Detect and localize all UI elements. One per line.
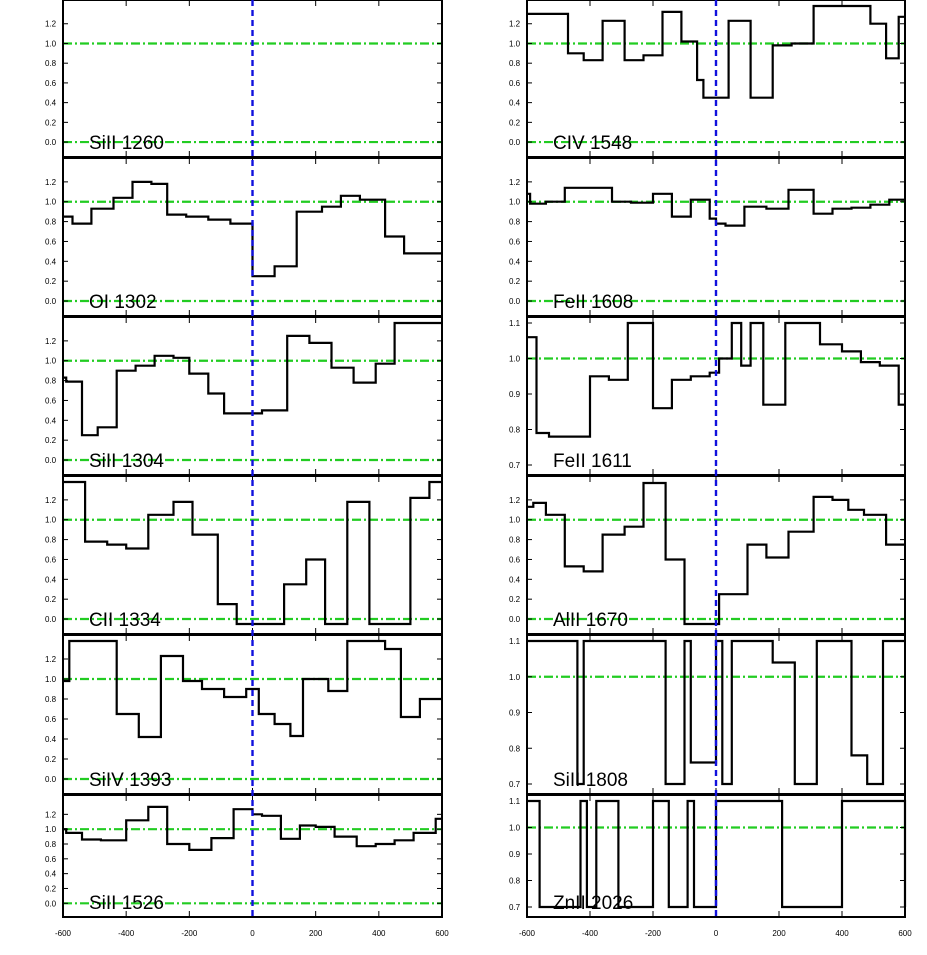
y-tick-label: 1.2 (45, 177, 57, 187)
y-tick-label: 0.9 (509, 390, 521, 399)
y-tick-label: 0.2 (45, 595, 57, 605)
y-tick-label: 1.0 (45, 356, 57, 366)
y-tick-label: 0.0 (45, 138, 57, 148)
y-tick-label: 0.2 (509, 277, 521, 287)
ion-label: AlII 1670 (553, 610, 628, 631)
y-tick-label: 0.6 (509, 237, 521, 247)
y-tick-label: 1.1 (509, 797, 521, 806)
y-tick-label: 1.2 (45, 655, 57, 664)
y-tick-label: 0.9 (509, 708, 521, 718)
right-column (509, 0, 912, 938)
y-tick-label: 0.2 (45, 277, 57, 287)
y-tick-label: 1.1 (509, 637, 521, 646)
y-tick-label: 1.0 (509, 197, 521, 207)
y-tick-label: 0.4 (45, 416, 57, 426)
panel-feii-1611 (509, 317, 905, 475)
y-tick-label: 0.0 (509, 615, 521, 625)
y-tick-label: 0.0 (509, 138, 521, 148)
y-tick-label: 0.8 (509, 425, 521, 435)
y-tick-label: 1.2 (45, 810, 57, 820)
ion-label: ZnII 2026 (553, 893, 634, 914)
y-tick-label: 1.2 (509, 19, 521, 29)
ion-label: SiII 1808 (553, 770, 628, 791)
panel-civ-1548 (509, 0, 905, 157)
x-tick-label: 200 (772, 929, 786, 938)
y-tick-label: 0.2 (45, 884, 57, 894)
y-tick-label: 0.2 (45, 436, 57, 446)
y-tick-label: 1.2 (45, 495, 57, 505)
y-tick-label: 0.8 (509, 744, 521, 754)
x-tick-label: 600 (435, 929, 449, 938)
y-tick-label: 0.2 (45, 118, 57, 128)
ion-label: OI 1302 (89, 292, 157, 313)
y-tick-label: 0.4 (509, 98, 521, 108)
y-tick-label: 1.0 (45, 197, 57, 207)
y-tick-label: 1.0 (509, 823, 521, 833)
panel-oi-1302 (45, 158, 442, 316)
y-tick-label: 0.8 (509, 217, 521, 227)
x-tick-label: 600 (898, 929, 912, 938)
x-tick-label: 200 (308, 929, 323, 938)
y-tick-label: 0.4 (45, 98, 57, 108)
y-tick-label: 0.6 (509, 555, 521, 565)
y-tick-label: 0.8 (45, 376, 57, 386)
y-tick-label: 0.0 (45, 297, 57, 307)
y-tick-label: 0.6 (45, 396, 57, 406)
y-tick-label: 0.2 (509, 118, 521, 128)
y-tick-label: 0.6 (45, 715, 57, 724)
y-tick-label: 0.8 (509, 535, 521, 545)
y-tick-label: 1.1 (509, 319, 521, 328)
y-tick-label: 1.0 (509, 354, 521, 364)
y-tick-label: 0.6 (45, 78, 57, 88)
y-tick-label: 0.8 (509, 876, 521, 886)
y-tick-label: 0.6 (509, 78, 521, 88)
x-tick-label: 400 (835, 929, 849, 938)
x-tick-label: -200 (181, 929, 198, 938)
y-tick-label: 0.0 (45, 775, 57, 784)
panel-siii-1304 (45, 317, 442, 475)
y-tick-label: 0.8 (45, 59, 57, 69)
y-tick-label: 0.0 (45, 615, 57, 625)
y-tick-label: 0.4 (509, 257, 521, 267)
y-tick-label: 1.0 (509, 672, 521, 682)
y-tick-label: 0.0 (45, 456, 57, 466)
y-tick-label: 1.0 (45, 675, 57, 684)
spectrum-trace (63, 323, 442, 435)
x-tick-label: -400 (581, 929, 599, 938)
y-tick-label: 1.2 (45, 19, 57, 29)
x-tick-label: -600 (54, 929, 72, 938)
panel-feii-1608 (509, 158, 905, 316)
ion-label: SiIV 1393 (89, 770, 172, 791)
y-tick-label: 0.8 (45, 535, 57, 545)
y-tick-label: 0.4 (45, 257, 57, 267)
panel-siii-1526 (45, 795, 442, 917)
ion-label: FeII 1608 (553, 292, 634, 313)
panel-siiv-1393 (45, 635, 442, 794)
y-tick-label: 0.6 (45, 854, 57, 864)
x-tick-label: 0 (250, 929, 255, 938)
y-tick-label: 0.6 (45, 237, 57, 247)
y-tick-label: 0.4 (45, 869, 57, 879)
panel-cii-1334 (45, 476, 442, 634)
panel-alii-1670 (509, 476, 905, 634)
y-tick-label: 0.2 (509, 595, 521, 605)
y-tick-label: 1.0 (509, 515, 521, 525)
y-tick-label: 1.0 (45, 825, 57, 835)
ion-label: CIV 1548 (553, 133, 633, 154)
y-tick-label: 0.4 (45, 575, 57, 585)
y-tick-label: 0.4 (509, 575, 521, 585)
y-tick-label: 0.7 (509, 461, 521, 470)
x-tick-label: -600 (518, 929, 536, 938)
ion-label: CII 1334 (89, 610, 161, 631)
x-tick-label: -200 (644, 929, 662, 938)
y-tick-label: 0.8 (45, 217, 57, 227)
panel-znii-2026 (509, 795, 905, 917)
x-tick-label: 400 (372, 929, 386, 938)
y-tick-label: 1.0 (45, 515, 57, 525)
y-tick-label: 0.8 (45, 839, 57, 849)
ion-label: SiII 1304 (89, 451, 164, 472)
y-tick-label: 0.8 (509, 59, 521, 69)
ion-label: SiII 1260 (89, 133, 164, 154)
y-tick-label: 1.2 (509, 177, 521, 187)
y-tick-label: 0.7 (509, 780, 521, 789)
y-tick-label: 0.9 (509, 850, 521, 859)
left-column (45, 0, 449, 938)
ion-label: SiII 1526 (89, 893, 164, 914)
y-tick-label: 0.0 (45, 899, 57, 909)
y-tick-label: 0.0 (509, 297, 521, 307)
y-tick-label: 0.7 (509, 903, 521, 912)
y-tick-label: 1.2 (45, 336, 57, 346)
x-tick-label: -400 (118, 929, 135, 938)
y-tick-label: 1.0 (45, 39, 57, 49)
y-tick-label: 1.2 (509, 495, 521, 505)
y-tick-label: 1.0 (509, 39, 521, 49)
y-tick-label: 0.4 (45, 735, 57, 744)
panel-siii-1808 (509, 635, 905, 794)
x-tick-label: 0 (713, 929, 719, 938)
y-tick-label: 0.2 (45, 755, 57, 764)
y-tick-label: 0.8 (45, 695, 57, 704)
panel-siii-1260 (45, 0, 442, 157)
ion-label: FeII 1611 (553, 451, 632, 472)
y-tick-label: 0.6 (45, 555, 57, 565)
